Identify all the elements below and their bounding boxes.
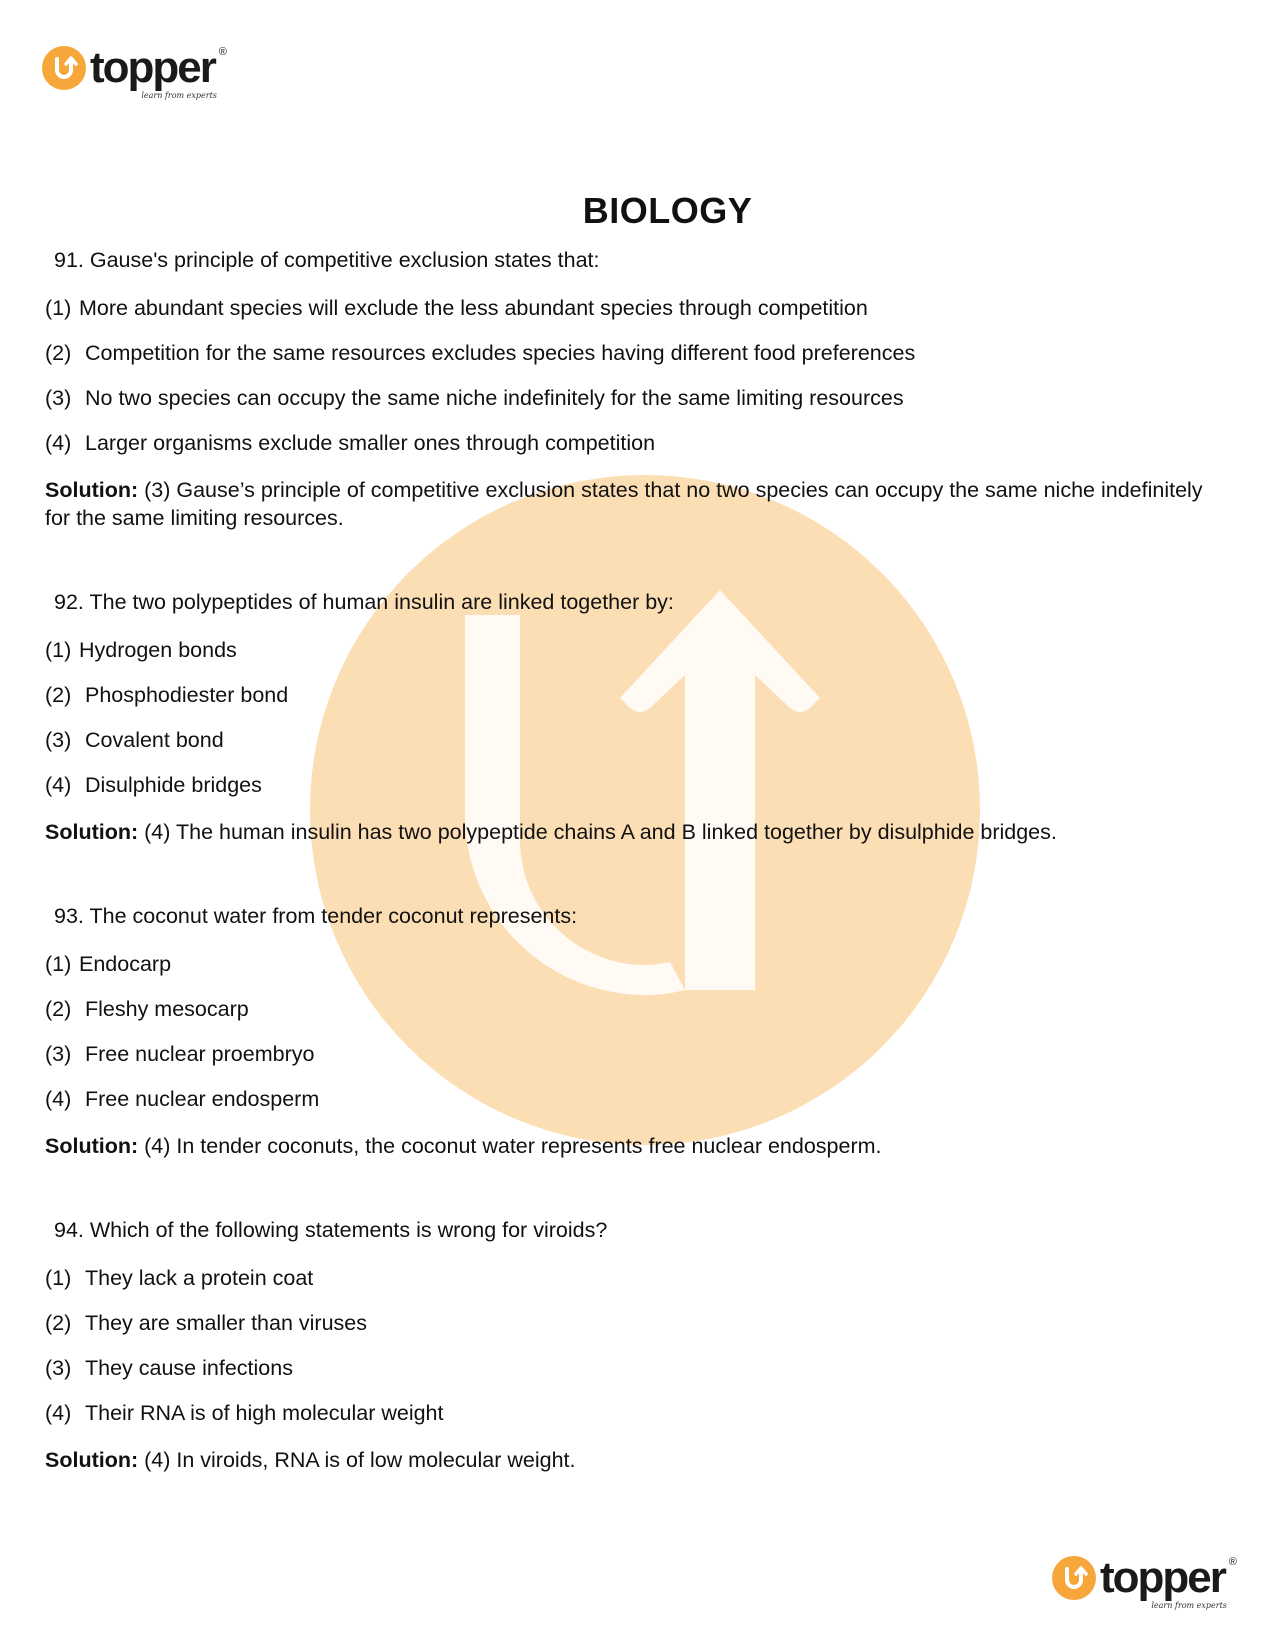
option-text: They are smaller than viruses <box>85 1311 367 1335</box>
option-text: Larger organisms exclude smaller ones through competition <box>85 431 656 455</box>
registered-mark: ® <box>218 46 227 58</box>
question-text: 94. Which of the following statements is wrong for viroids? <box>54 1218 608 1242</box>
logo-tagline: learn from experts <box>141 91 217 100</box>
solution-text: (3) Gause’s principle of competitive exclusion states that no two species can occupy the same niche indefinitely for the same limiting resources. <box>45 478 1203 530</box>
option-number: (4) <box>45 773 72 797</box>
solution <box>45 476 1230 532</box>
topper-logo-footer <box>1052 1553 1237 1610</box>
solution <box>45 818 1230 846</box>
question-text: 92. The two polypeptides of human insulin are linked together by: <box>54 590 674 614</box>
solution-text: (4) In viroids, RNA is of low molecular weight. <box>144 1448 576 1472</box>
topper-u-icon <box>42 46 86 90</box>
option <box>45 341 1230 365</box>
option <box>45 683 1230 707</box>
solution-label: Solution: <box>45 478 139 502</box>
option <box>45 296 1230 320</box>
solution-text: (4) The human insulin has two polypeptide chains A and B linked together by disulphide bridges. <box>144 820 1057 844</box>
question-text: 91. Gause's principle of competitive exclusion states that: <box>54 248 600 272</box>
option-number: (2) <box>45 1311 72 1335</box>
solution-label: Solution: <box>45 820 139 844</box>
option-number: (4) <box>45 431 72 455</box>
option <box>45 431 1230 455</box>
question-93 <box>45 904 1230 1160</box>
option <box>45 1311 1230 1335</box>
registered-mark: ® <box>1228 1556 1237 1568</box>
option <box>45 1356 1230 1380</box>
option <box>45 1042 1230 1066</box>
solution <box>45 1132 1230 1160</box>
option <box>45 638 1230 662</box>
option-text: Disulphide bridges <box>85 773 262 797</box>
page-title: BIOLOGY <box>582 190 753 231</box>
question-91 <box>45 248 1230 532</box>
option-number: (1) <box>45 296 72 320</box>
solution-text: (4) In tender coconuts, the coconut water represents free nuclear endosperm. <box>144 1134 882 1158</box>
option-text: Covalent bond <box>85 728 224 752</box>
option-number: (1) <box>45 1266 72 1290</box>
option <box>45 1266 1230 1290</box>
logo-wordmark: topper <box>90 43 215 92</box>
option-text: No two species can occupy the same niche indefinitely for the same limiting resources <box>85 386 904 410</box>
question-94 <box>45 1218 1230 1474</box>
option-number: (3) <box>45 386 72 410</box>
logo-tagline: learn from experts <box>1151 1601 1227 1610</box>
option <box>45 728 1230 752</box>
option-number: (2) <box>45 341 72 365</box>
option-text: Phosphodiester bond <box>85 683 289 707</box>
option-number: (4) <box>45 1087 72 1111</box>
option <box>45 997 1230 1021</box>
option-text: Fleshy mesocarp <box>85 997 249 1021</box>
option-text: Free nuclear proembryo <box>85 1042 315 1066</box>
option-number: (4) <box>45 1401 72 1425</box>
option-text: They cause infections <box>85 1356 293 1380</box>
option-number: (3) <box>45 1356 72 1380</box>
solution <box>45 1446 1230 1474</box>
document-body <box>45 190 1230 1474</box>
option-text: Free nuclear endosperm <box>85 1087 320 1111</box>
topper-logo-header <box>42 43 227 100</box>
topper-u-icon <box>1052 1556 1096 1600</box>
option-number: (2) <box>45 683 72 707</box>
option <box>45 1087 1230 1111</box>
option-number: (2) <box>45 997 72 1021</box>
question-text: 93. The coconut water from tender coconut represents: <box>54 904 578 928</box>
solution-label: Solution: <box>45 1134 139 1158</box>
option-number: (1) <box>45 638 72 662</box>
option-text: More abundant species will exclude the less abundant species through competition <box>79 296 868 320</box>
option <box>45 952 1230 976</box>
option-text: Competition for the same resources excludes species having different food preferences <box>85 341 916 365</box>
option <box>45 386 1230 410</box>
option <box>45 1401 1230 1425</box>
option-text: Hydrogen bonds <box>79 638 237 662</box>
option <box>45 773 1230 797</box>
option-number: (3) <box>45 1042 72 1066</box>
logo-wordmark: topper <box>1100 1553 1225 1602</box>
option-text: Their RNA is of high molecular weight <box>85 1401 444 1425</box>
option-text: They lack a protein coat <box>85 1266 314 1290</box>
question-92 <box>45 590 1230 846</box>
option-number: (3) <box>45 728 72 752</box>
option-number: (1) <box>45 952 72 976</box>
solution-label: Solution: <box>45 1448 139 1472</box>
option-text: Endocarp <box>79 952 172 976</box>
